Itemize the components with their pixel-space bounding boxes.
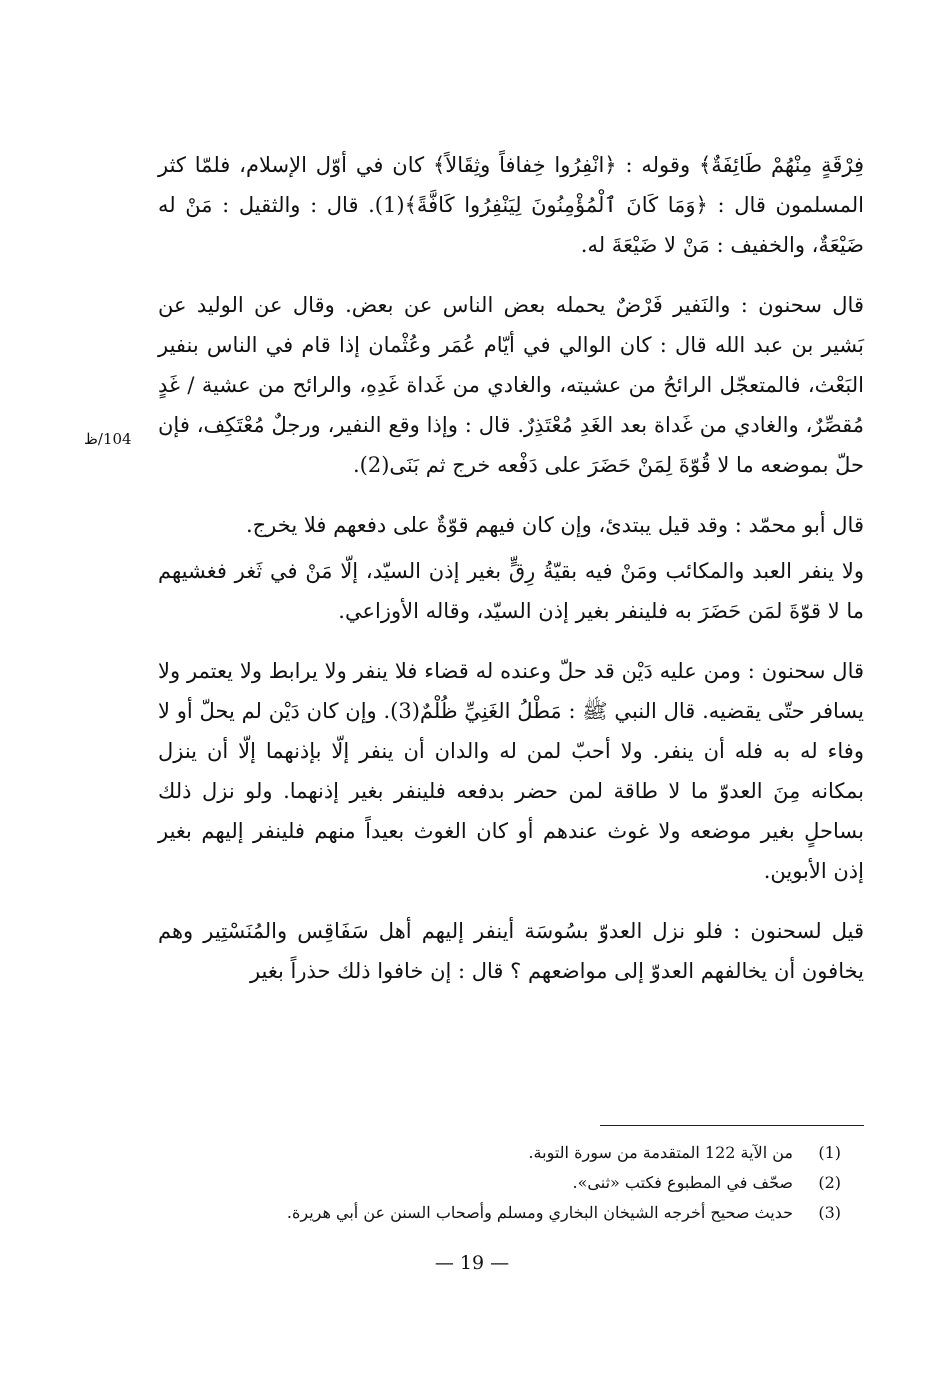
main-text	[158, 145, 864, 1011]
manuscript-folio-marker: 104/ظ	[84, 430, 132, 448]
paragraph-3: قال أبو محمّد : وقد قيل يبتدئ، وإن كان فيهم قوّةٌ على دفعهم فلا يخرج.	[245, 513, 864, 537]
footnote-text: صحّف في المطبوع فكتب «ثنى».	[572, 1173, 793, 1192]
footnote-text: حديث صحيح أخرجه الشيخان البخاري ومسلم وأصحاب السنن عن أبي هريرة.	[286, 1203, 793, 1222]
footnote-separator	[600, 1125, 864, 1126]
paragraph-4: ولا ينفر العبد والمكائب ومَنْ فيه بقيّةُ رِقٍّ بغير إذن السيّد، إلّا مَنْ في ثَغر فغشيهم ما لا قوّةَ لمَن حَضَرَ به فلينفر بغير إذن السيّد، وقاله الأوزاعي.	[158, 559, 864, 623]
footnote	[158, 1198, 841, 1228]
footnote	[158, 1138, 841, 1168]
footnotes	[158, 1138, 841, 1228]
footnote-text: من الآية 122 المتقدمة من سورة التوبة.	[528, 1143, 793, 1162]
footnote-number: (3)	[818, 1203, 841, 1222]
paragraph-1: فِرْقَةٍ مِنْهُمْ طَائِفَةٌ﴾ وقوله : ﴿انْفِرُوا خِفافاً وثِقَالاً﴾ كان في أوّل الإسلام، فلمّا كثر المسلمون قال : ﴿وَمَا كَانَ ٱلْمُؤْمِنُونَ لِيَنْفِرُوا كَافَّةً﴾(1). قال : والثقيل : مَنْ له ضَيْعَةٌ، والخفيف : مَنْ لا ضَيْعَةَ له.	[158, 153, 864, 257]
paragraph-2: قال سحنون : والنَفير فَرْضٌ يحمله بعض الناس عن بعض. وقال عن الوليد عن بَشير بن عبد الله قال : كان الوالي في أيّام عُمَر وعُثْمان إذا قام في الناس بنفير البَعْث، فالمتعجّل الرائحُ من عشيته، والغادي من غَداة غَدِهِ، والرائح من عشية / غَدٍ مُقصِّرٌ، والغادي من غَداة بعد الغَدِ مُعْتَذِرٌ. قال : وإذا وقع النفير، ورجلٌ مُعْتَكِف، فإن حلّ بموضعه ما لا قُوّةَ لِمَنْ حَضَرَ على دَفْعه خرج ثم بَنَى(2).	[158, 293, 864, 477]
footnote	[158, 1168, 841, 1198]
paragraph-6: قيل لسحنون : فلو نزل العدوّ بسُوسَة أينفر إليهم أهل سَفَاقِس والمُنَسْتِير وهم يخافون أن يخالفهم العدوّ إلى مواضعهم ؟ قال : إن خافوا ذلك حذراً بغير	[158, 919, 864, 983]
page-number: — 19 —	[434, 1252, 510, 1274]
footnote-number: (2)	[818, 1173, 841, 1192]
footnote-number: (1)	[818, 1143, 841, 1162]
paragraph-5: قال سحنون : ومن عليه دَيْن قد حلّ وعنده له قضاء فلا ينفر ولا يرابط ولا يعتمر ولا يسافر حتّى يقضيه. قال النبي ﷺ : مَطْلُ الغَنِيِّ ظُلْمٌ(3). وإن كان دَيْن لم يحلّ أو لا وفاء له به فله أن ينفر. ولا أحبّ لمن له والدان أن ينفر إلّا بإذنهما إلّا أن ينزل بمكانه مِنَ العدوّ ما لا طاقة لمن حضر بدفعه فلينفر بغير إذنهما. ولو نزل ذلك بساحلٍ بغير موضعه ولا غوث عندهم أو كان الغوث بعيداً منهم فلينفر إليهم بغير إذن الأبوين.	[158, 659, 865, 883]
